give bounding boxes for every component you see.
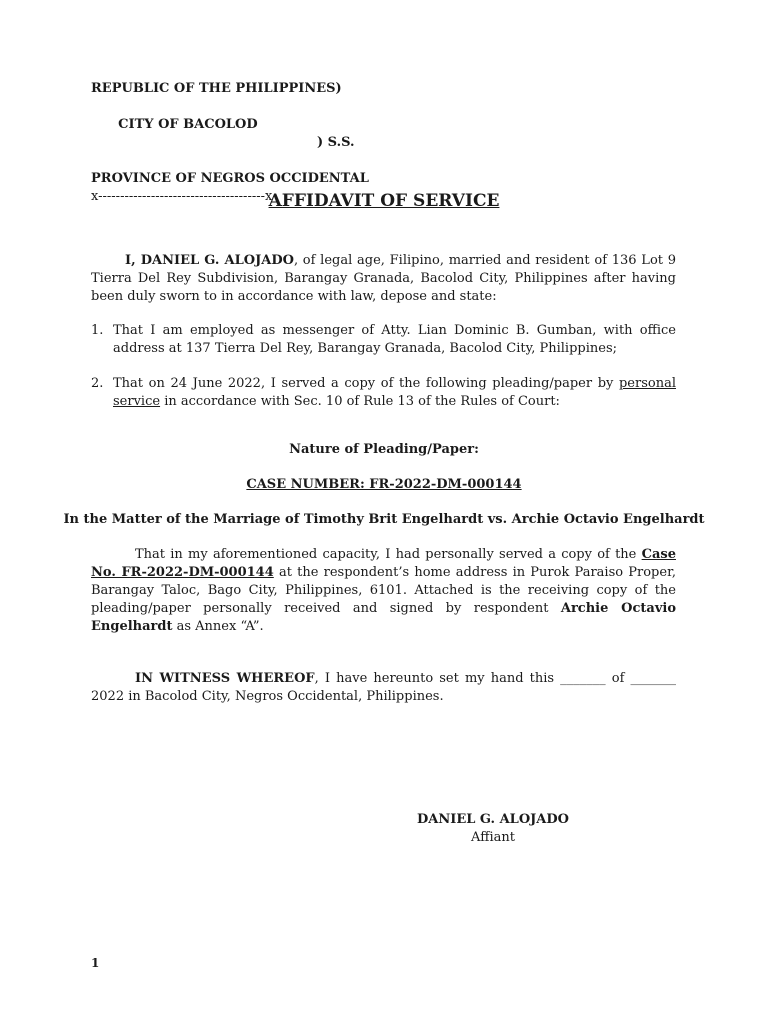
document-title: AFFIDAVIT OF SERVICE <box>268 191 500 211</box>
intro-text: , of legal age, Filipino, married and resident of 136 Lot 9 Tierra Del Rey Subdivision, Barangay Granada, Bacolod City, Philippines after having been duly sworn to in accordance with law, depose and state: <box>91 253 677 304</box>
caption-republic: REPUBLIC OF THE PHILIPPINES) <box>91 81 342 96</box>
service-text-a: That in my aforementioned capacity, I had personally served a copy of the <box>135 547 642 562</box>
list-item-1 <box>91 322 676 358</box>
case-reference: Case No. FR-2022-DM-000144 <box>91 547 676 580</box>
witness-text: , I have hereunto set my hand this _______ of _______ 2022 in Bacolod City, Negros Occidental, Philippines. <box>91 671 676 704</box>
caption-city <box>91 98 369 170</box>
respondent-name: Archie Octavio Engelhardt <box>91 601 676 634</box>
signature-block <box>400 811 586 847</box>
caption-ss: ) S.S. <box>317 135 355 150</box>
signatory-name: DANIEL G. ALOJADO <box>417 812 569 827</box>
caption-province: PROVINCE OF NEGROS OCCIDENTAL <box>91 171 369 186</box>
list-item-2 <box>91 375 676 411</box>
witness-paragraph <box>91 670 676 706</box>
witness-lead: IN WITNESS WHEREOF <box>135 671 315 686</box>
nature-heading: Nature of Pleading/Paper: <box>289 442 479 457</box>
case-number: CASE NUMBER: FR-2022-DM-000144 <box>246 477 522 492</box>
service-text-c: as Annex “A”. <box>172 619 264 634</box>
list-item-text <box>113 375 676 411</box>
service-paragraph <box>91 546 676 636</box>
page-number: 1 <box>91 956 100 970</box>
affiant-name: I, DANIEL G. ALOJADO <box>125 253 294 268</box>
personal-service-term: personal service <box>113 376 676 409</box>
list-item-number: 1. <box>91 323 104 338</box>
intro-paragraph <box>91 252 676 306</box>
list-item-text-b: in accordance with Sec. 10 of Rule 13 of the Rules of Court: <box>160 394 560 409</box>
list-item-text: That I am employed as messenger of Atty. Lian Dominic B. Gumban, with office address at 137 Tierra Del Rey, Barangay Granada, Bacolod City, Philippines; <box>113 323 676 356</box>
caption-city-name: CITY OF BACOLOD <box>118 117 258 132</box>
matter-title: In the Matter of the Marriage of Timothy Brit Engelhardt vs. Archie Octavio Engelhardt <box>63 512 705 527</box>
venue-caption <box>91 80 369 206</box>
list-item-text-a: That on 24 June 2022, I served a copy of the following pleading/paper by <box>113 376 619 391</box>
list-item-number: 2. <box>91 376 104 391</box>
signatory-role: Affiant <box>471 830 515 845</box>
service-text-b: at the respondent’s home address in Purok Paraiso Proper, Barangay Taloc, Bago City, Philippines, 6101. Attached is the receiving copy of the pleading/paper personally received and signed by respondent <box>91 565 676 616</box>
caption-divider: x--------------------------------------x <box>91 189 273 204</box>
